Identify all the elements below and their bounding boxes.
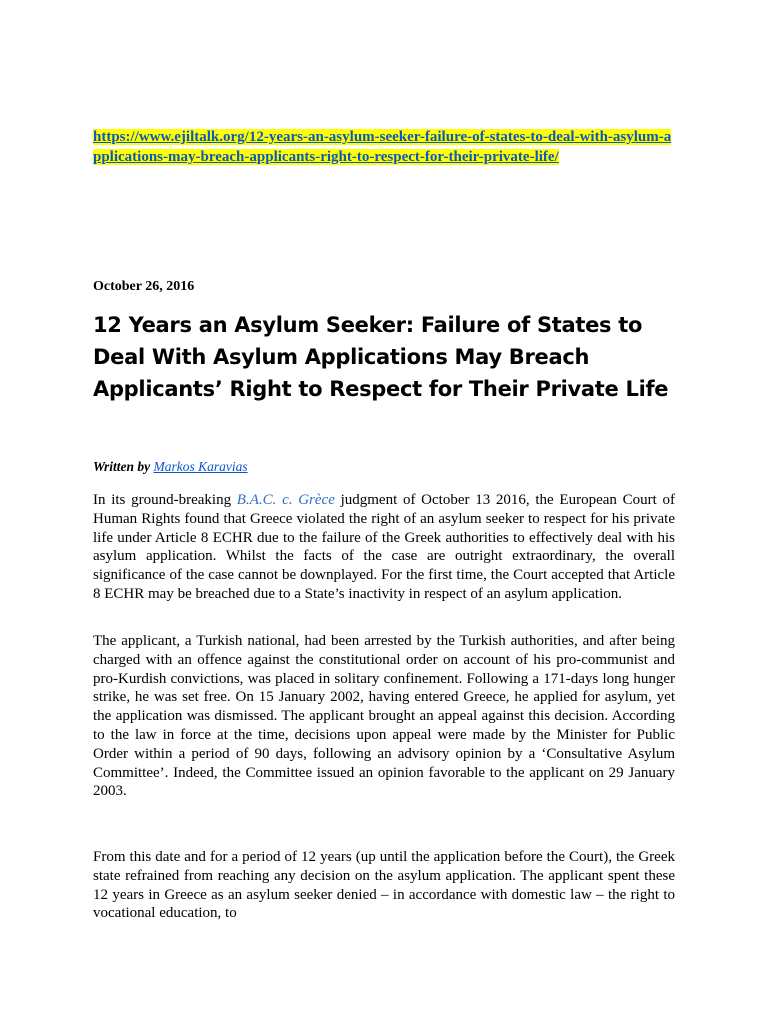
- article-date: October 26, 2016: [93, 279, 195, 294]
- paragraph-1: [93, 491, 675, 604]
- author-link[interactable]: Markos Karavias: [153, 459, 248, 474]
- source-url-link[interactable]: https://www.ejiltalk.org/12-years-an-asylum-seeker-failure-of-states-to-deal-with-asylum-applications-may-breach-applicants-right-to-respect-for-their-private-life/: [93, 129, 672, 165]
- article-title: 12 Years an Asylum Seeker: Failure of States to Deal With Asylum Applications May Breach Applicants’ Right to Respect for Their Private Life: [93, 313, 669, 401]
- source-url-block: [93, 127, 675, 167]
- byline-label: Written by: [93, 459, 151, 474]
- paragraph-1-before: In its ground-breaking: [93, 492, 237, 508]
- byline: [93, 458, 248, 476]
- paragraph-2: The applicant, a Turkish national, had been arrested by the Turkish authorities, and after being charged with an offence against the constitutional order on account of his pro-communist and pro-Kurdish convictions, was placed in solitary confinement. Following a 171-days long hunger strike, he was set free. On 15 January 2002, having entered Greece, he applied for asylum, yet the application was dismissed. The applicant brought an appeal against this decision. According to the law in force at the time, decisions upon appeal were made by the Minister for Public Order within a period of 90 days, following an advisory opinion by a ‘Consultative Asylum Committee’. Indeed, the Committee issued an opinion favorable to the applicant on 29 January 2003.: [93, 633, 675, 800]
- paragraph-3: From this date and for a period of 12 years (up until the application before the Court), the Greek state refrained from reaching any decision on the asylum application. The applicant spent these 12 years in Greece as an asylum seeker denied – in accordance with domestic law – the right to vocational education, to: [93, 849, 675, 922]
- paragraph-1-after: judgment of October 13 2016, the European Court of Human Rights found that Greece violated the right of an asylum seeker to respect for his private life under Article 8 ECHR due to the failure of the Greek authorities to effectively deal with his asylum application. Whilst the facts of the case are outright extraordinary, the overall significance of the case cannot be downplayed. For the first time, the Court accepted that Article 8 ECHR may be breached due to a State’s inactivity in respect of an asylum application.: [93, 492, 676, 602]
- case-name-link[interactable]: B.A.C. c. Grèce: [236, 492, 335, 508]
